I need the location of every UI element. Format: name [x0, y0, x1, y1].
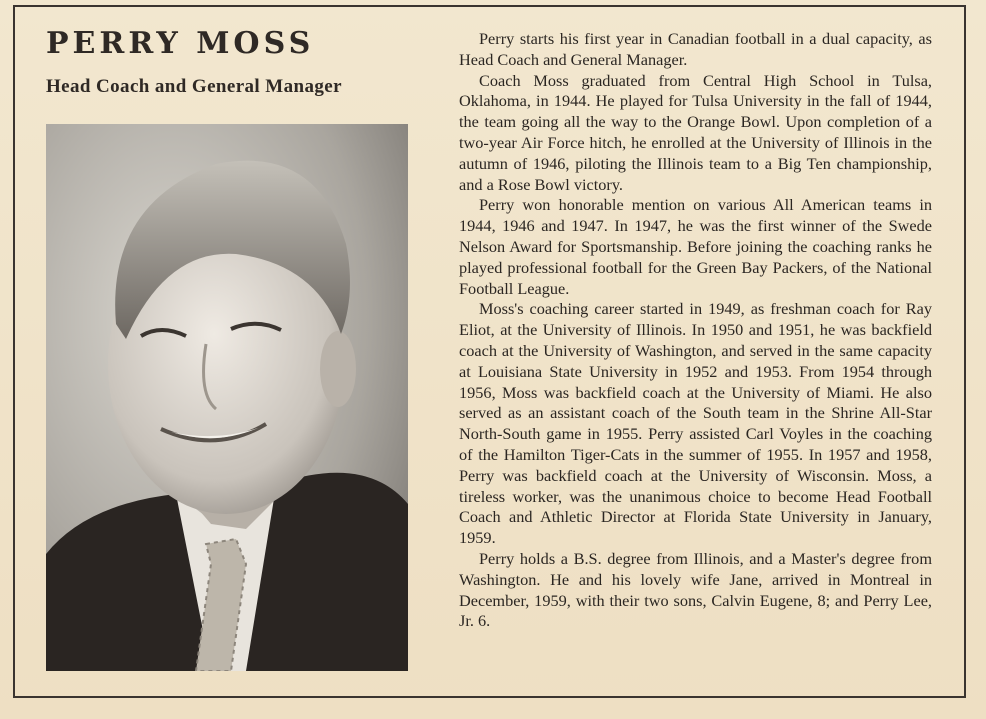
bio-paragraph: Perry starts his first year in Canadian football in a dual capacity, as Head Coach and General Manager. — [459, 29, 932, 69]
biography-text — [459, 29, 932, 632]
portrait-illustration — [46, 124, 408, 671]
bio-paragraph: Perry won honorable mention on various All American teams in 1944, 1946 and 1947. In 1947, he was the first winner of the Swede Nelson Award for Sportsmanship. Before joining the coaching ranks he played professional football for the Green Bay Packers, of the National Football League. — [459, 195, 932, 298]
coach-role-subheading: Head Coach and General Manager — [46, 76, 342, 97]
bio-paragraph: Moss's coaching career started in 1949, as freshman coach for Ray Eliot, at the University of Illinois. In 1950 and 1951, he was backfield coach at the University of Washington, and served in the same capacity at Louisiana State University in 1952 and 1953. From 1954 through 1956, Moss was backfield coach at the University of Miami. He also served as an assistant coach of the South team in the Shrine All-Star North-South game in 1955. Perry assisted Carl Voyles in the coaching of the Hamilton Tiger-Cats in the summer of 1955. In 1957 and 1958, Perry was backfield coach at the University of Wisconsin. Moss, a tireless worker, was the unanimous choice to become Head Football Coach and Athletic Director at Florida State University in January, 1959. — [459, 299, 932, 548]
bio-paragraph: Coach Moss graduated from Central High School in Tulsa, Oklahoma, in 1944. He played for Tulsa University in the fall of 1944, the team going all the way to the Orange Bowl. Upon completion of a two-year Air Force hitch, he enrolled at the University of Illinois in the autumn of 1946, piloting the Illinois team to a Big Ten championship, and a Rose Bowl victory. — [459, 70, 932, 194]
bio-paragraph: Perry holds a B.S. degree from Illinois, and a Master's degree from Washington. He and his lovely wife Jane, arrived in Montreal in December, 1959, with their two sons, Calvin Eugene, 8; and Perry Lee, Jr. 6. — [459, 548, 932, 631]
coach-name-heading: PERRY MOSS — [46, 26, 315, 61]
portrait-photo — [46, 124, 408, 671]
